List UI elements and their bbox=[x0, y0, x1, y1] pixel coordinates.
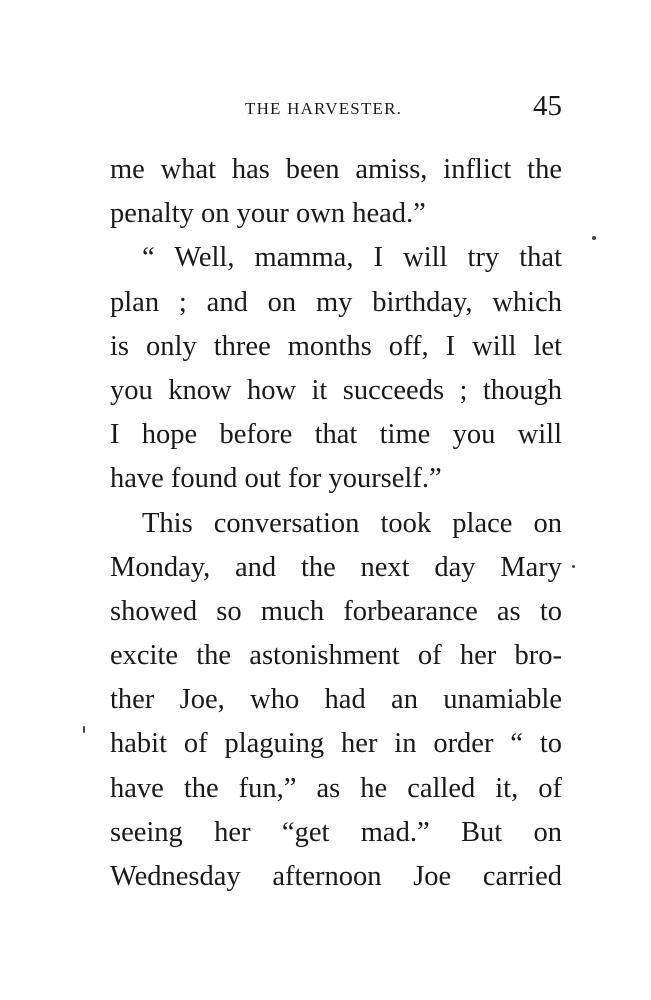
text-line: have the fun,” as he called it, of bbox=[110, 772, 562, 804]
running-title: THE HARVESTER. bbox=[245, 99, 403, 118]
text-line: Monday, and the next day Mary bbox=[110, 551, 562, 583]
text-line: have found out for yourself.” bbox=[110, 463, 442, 495]
text-line: seeing her “get mad.” But on bbox=[110, 816, 562, 848]
print-speck bbox=[592, 236, 596, 240]
text-line: showed so much forbearance as to bbox=[110, 595, 562, 627]
text-line: Wednesday afternoon Joe carried bbox=[110, 861, 562, 892]
text-line: you know how it succeeds ; though bbox=[110, 374, 562, 406]
text-line: is only three months off, I will let bbox=[110, 330, 562, 362]
text-line: habit of plaguing her in order “ to bbox=[110, 728, 562, 760]
page-number: 45 bbox=[533, 90, 562, 122]
text-line: ther Joe, who had an unamiable bbox=[110, 684, 562, 716]
text-line: plan ; and on my birthday, which bbox=[110, 286, 562, 318]
running-head bbox=[110, 92, 562, 122]
print-speck bbox=[83, 726, 85, 733]
body-text bbox=[110, 148, 562, 899]
text-line: “ Well, mamma, I will try that bbox=[142, 242, 562, 274]
text-line: excite the astonishment of her bro- bbox=[110, 640, 562, 672]
text-line: I hope before that time you will bbox=[110, 419, 562, 451]
text-line: me what has been amiss, inflict the bbox=[110, 154, 562, 185]
print-speck bbox=[572, 565, 575, 568]
text-line: penalty on your own head.” bbox=[110, 198, 426, 230]
text-line: This conversation took place on bbox=[142, 507, 562, 539]
